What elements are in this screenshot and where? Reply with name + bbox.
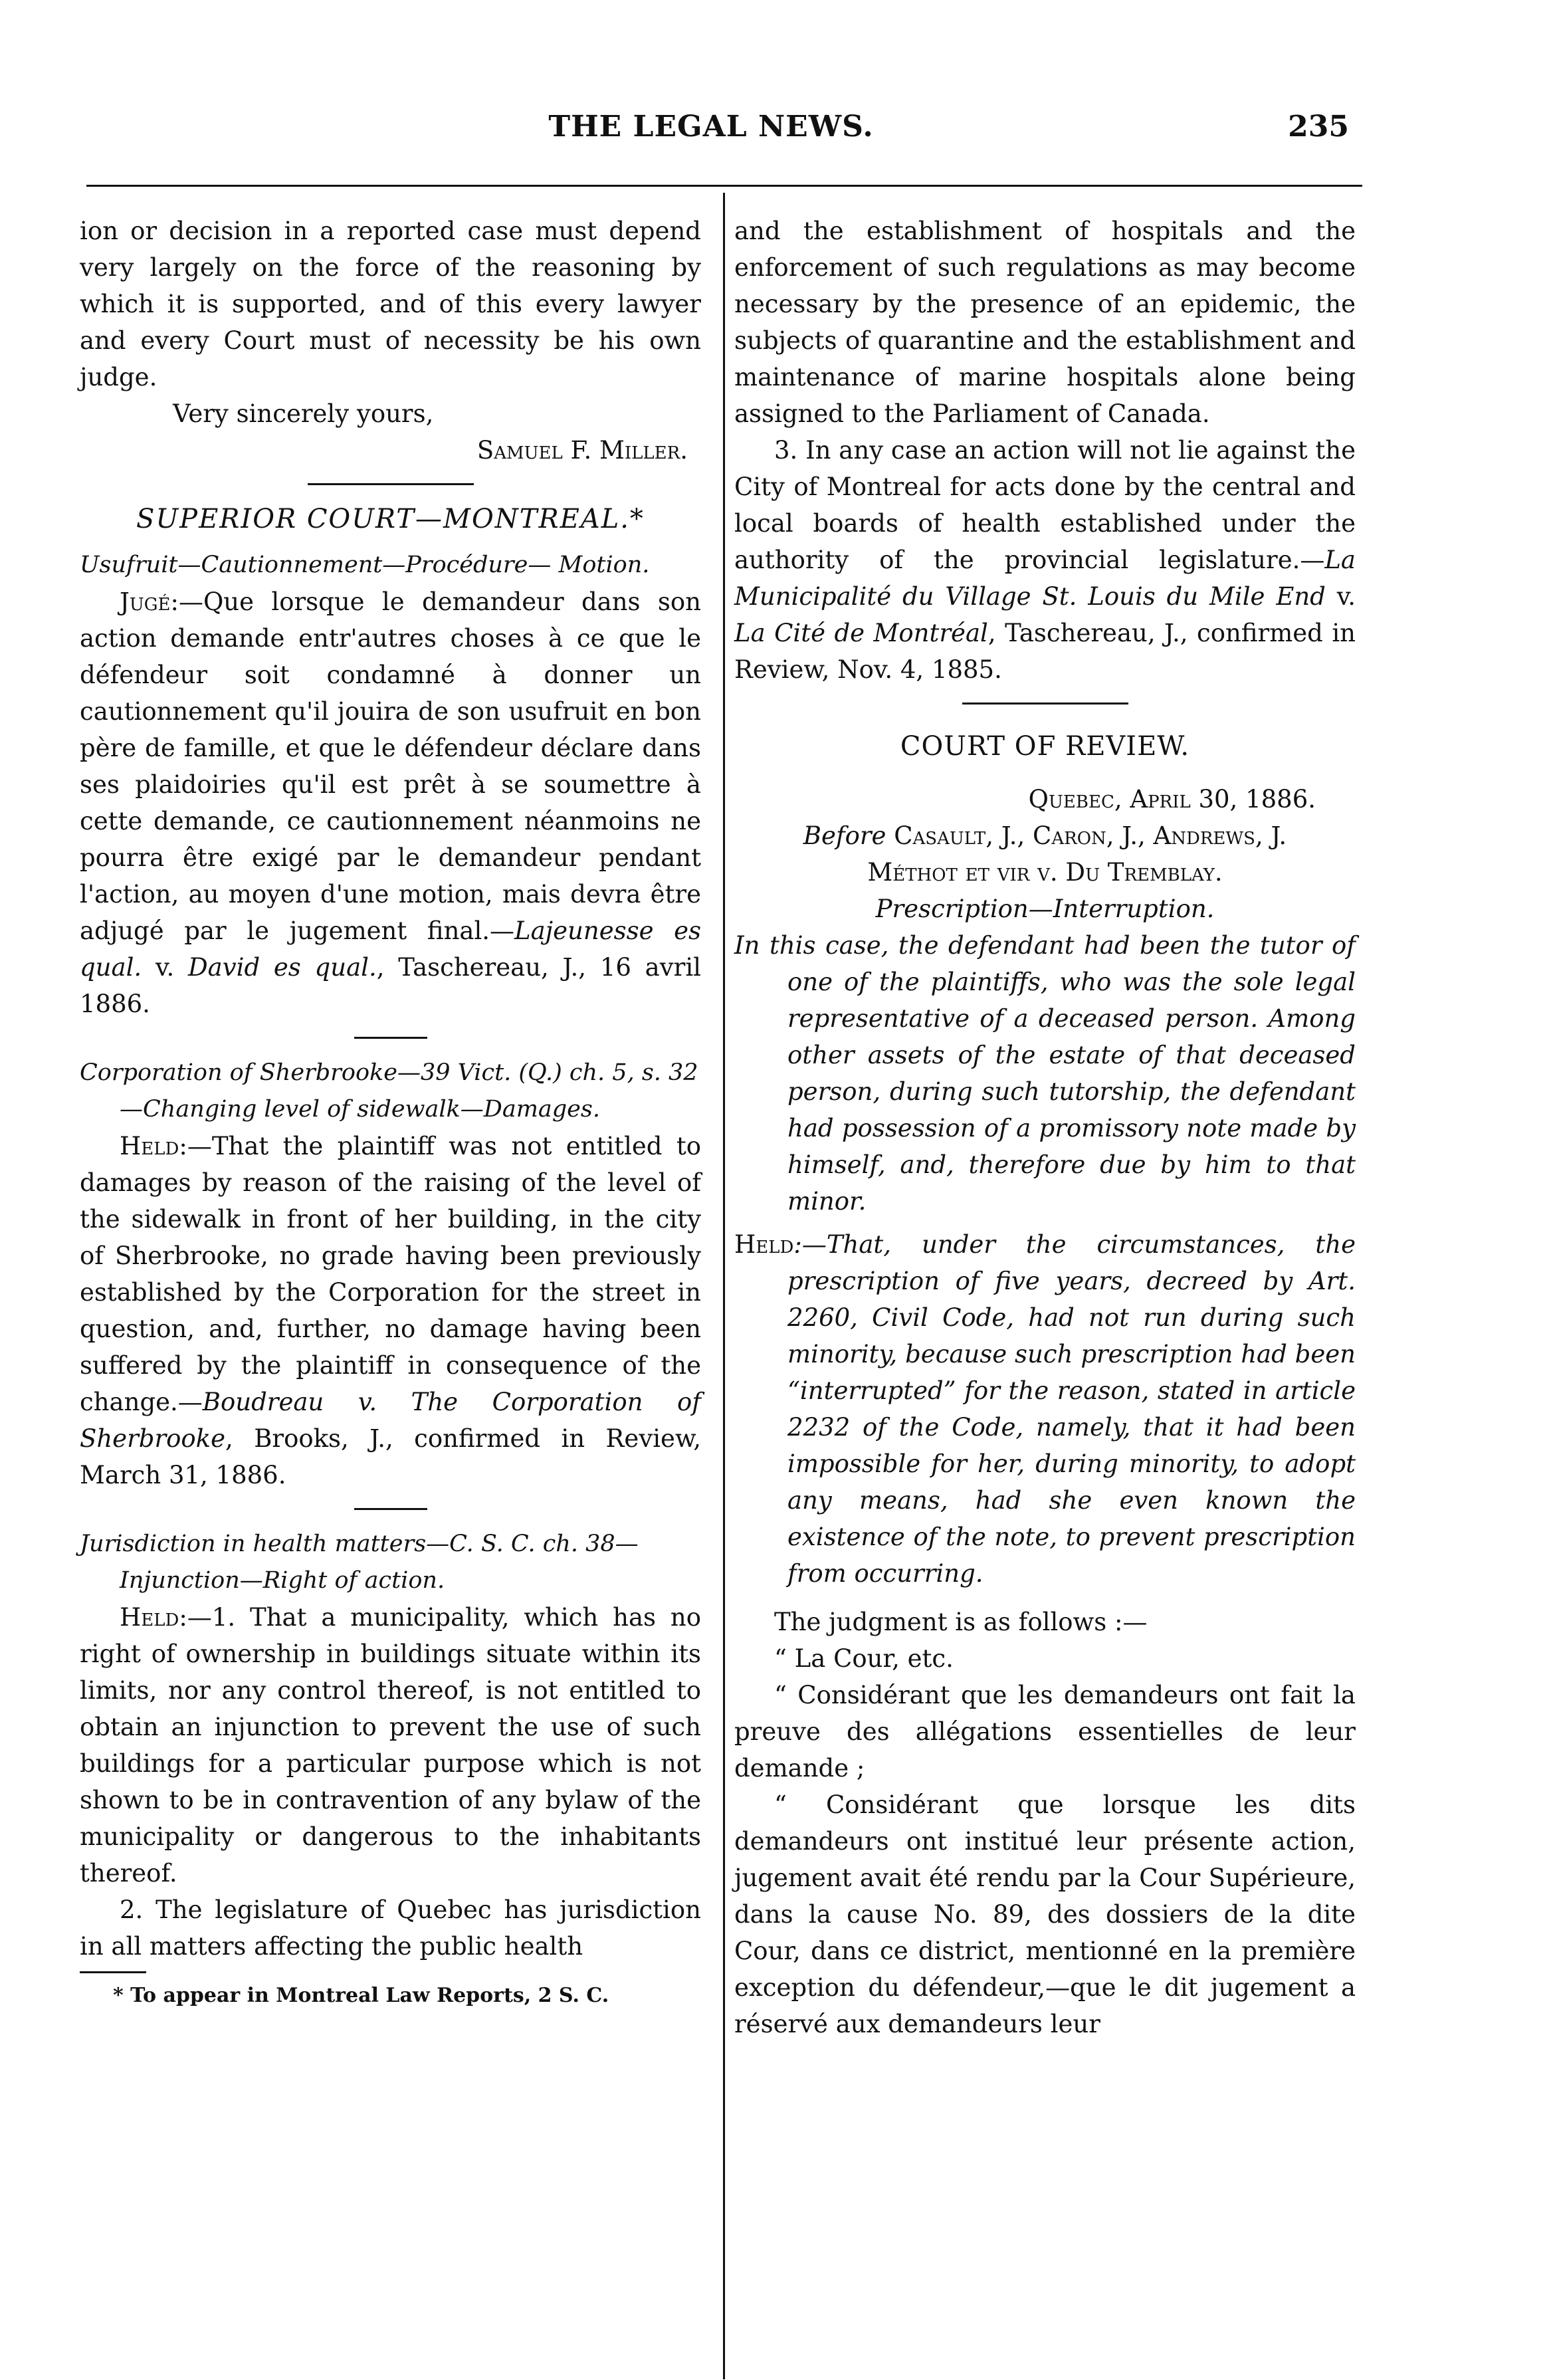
closing-salutation: Very sincerely yours, bbox=[173, 399, 434, 428]
footnote: * To appear in Montreal Law Reports, 2 S. C. bbox=[113, 1984, 609, 2007]
running-head bbox=[86, 110, 1349, 163]
case-body-usufruit bbox=[80, 584, 701, 1022]
case-facts: In this case, the defendant had been the tutor of one of the plaintiffs, who was the sole legal representative of a deceased person. Among other assets of the estate of that deceased person, during such tutorship, the defendant had possession of a promissory note made by himself, and, therefore due by him to that minor. bbox=[734, 931, 1356, 1216]
held-label: Held bbox=[734, 1230, 794, 1259]
point-3-paragraph bbox=[734, 432, 1356, 688]
case-citation: , Brooks, J., confirmed in Review, March 31, 1886. bbox=[80, 1424, 701, 1489]
case-text: :—That the plaintiff was not entitled to damages by reason of the raising of the level of the sidewalk in front of her building, in the city of Sherbrooke, no grade having been previously established by the Corporation for the street in question, and, further, no damage having been suffered by the plaintiff in consequence of the change.— bbox=[80, 1132, 701, 1416]
column-divider bbox=[723, 193, 725, 2379]
case-parties: Boudreau v. The Corporation of Sherbrooke bbox=[80, 1388, 701, 1453]
case-body-jurisdiction-2: 2. The legislature of Quebec has jurisdiction in all matters affecting the public health bbox=[80, 1895, 701, 1961]
judgment-paragraph-3: “ Considérant que lorsque les dits demandeurs ont institué leur présente action, jugement avait été rendu par la Cour Supérieure, dans la cause No. 89, des dossiers de la dite Cour, dans ce district, mentionné en la première exception du défendeur,—que le dit jugement a réservé aux demandeurs leur bbox=[734, 1790, 1356, 2038]
left-column bbox=[80, 213, 701, 2009]
before-word: Before bbox=[803, 821, 886, 850]
case-respondent: David es qual. bbox=[187, 953, 377, 982]
held-paragraph bbox=[734, 1226, 1356, 1592]
case-separator bbox=[354, 1508, 427, 1510]
header-rule bbox=[86, 185, 1362, 187]
point-3-respondent: La Cité de Montréal bbox=[734, 619, 988, 647]
case-label: Held bbox=[120, 1603, 179, 1632]
bench-line bbox=[734, 817, 1356, 854]
section-heading-court-of-review: COURT OF REVIEW. bbox=[900, 731, 1190, 762]
case-title-sherbrooke: Corporation of Sherbrooke—39 Vict. (Q.) ch. 5, s. 32—Changing level of sidewalk—Damages. bbox=[80, 1059, 698, 1123]
judgment-intro: The judgment is as follows :— bbox=[774, 1608, 1148, 1636]
judgment-paragraph-1: “ La Cour, etc. bbox=[774, 1644, 954, 1673]
case-separator bbox=[354, 1037, 427, 1039]
dateline: Quebec, April 30, 1886. bbox=[1028, 785, 1316, 813]
opening-paragraph: ion or decision in a reported case must depend very largely on the force of the reasoning by which it is supported, and of this every lawyer and every Court must of necessity be his own judge. bbox=[80, 217, 701, 391]
point-3-versus: v. bbox=[1325, 582, 1356, 611]
right-column bbox=[734, 213, 1356, 2042]
page-number: 235 bbox=[1288, 110, 1349, 144]
case-parties: Lajeunesse es qual. bbox=[80, 917, 701, 982]
footnote-rule bbox=[80, 1971, 146, 1973]
held-text: :—That, under the circumstances, the prescription of five years, decreed by Art. 2260, Civil Code, had not run during such minority, because such prescription had been “interrupted” for the reason, stated in article 2232 of the Code, namely, that it had been impossible for her, during minority, to adopt any means, had she even known the existence of the note, to prevent prescription from occurring. bbox=[787, 1230, 1356, 1588]
case-text: :—Que lorsque le demandeur dans son action demande entr'autres choses à ce que le défendeur soit condamné à donner un cautionnement qu'il jouira de son usufruit en bon père de famille, et que le défendeur déclare dans ses plaidoiries qu'il est prêt à se soumettre à cette demande, ce cautionnement néanmoins ne pourra être exigé par le demandeur pendant l'action, au moyen d'une motion, mais devra être adjugé par le jugement final.— bbox=[80, 588, 701, 945]
section-heading-superior-court: SUPERIOR COURT—MONTREAL.* bbox=[136, 504, 645, 534]
case-citation: , Taschereau, J., 16 avril 1886. bbox=[80, 953, 701, 1018]
case-versus: v. bbox=[142, 953, 188, 982]
case-label: Jugé bbox=[120, 588, 171, 616]
point-3-parties: La Municipalité du Village St. Louis du Mile End bbox=[734, 546, 1356, 611]
case-title-jurisdiction: Jurisdiction in health matters—C. S. C. ch. 38—Injunction—Right of action. bbox=[80, 1531, 639, 1594]
continuation-paragraph: and the establishment of hospitals and the enforcement of such regulations as may become necessary by the presence of an epidemic, the subjects of quarantine and the establishment and maintenance of marine hospitals alone being assigned to the Parliament of Canada. bbox=[734, 217, 1356, 428]
case-name: Méthot et vir v. Du Tremblay. bbox=[867, 858, 1223, 887]
case-text: :—1. That a municipality, which has no right of ownership in buildings situate within its limits, nor any control thereof, is not entitled to obtain an injunction to prevent the use of such buildings for a particular purpose which is not shown to be in contravention of any bylaw of the municipality or dangerous to the inhabitants thereof. bbox=[80, 1603, 701, 1888]
section-separator bbox=[308, 483, 474, 485]
point-3-text: 3. In any case an action will not lie against the City of Montreal for acts done by the central and local boards of health established under the authority of the provincial legislature.— bbox=[734, 436, 1356, 574]
judgment-paragraph-2: “ Considérant que les demandeurs ont fait la preuve des allégations essentielles de leur demande ; bbox=[734, 1681, 1356, 1783]
bench-judges: Casault, J., Caron, J., Andrews, J. bbox=[886, 821, 1287, 850]
signature: Samuel F. Miller. bbox=[476, 436, 688, 465]
case-body-sherbrooke bbox=[80, 1128, 701, 1493]
case-subject: Prescription—Interruption. bbox=[875, 895, 1215, 923]
case-title-usufruit: Usufruit—Cautionnement—Procédure— Motion. bbox=[80, 552, 650, 578]
case-label: Held bbox=[120, 1132, 179, 1160]
journal-title: THE LEGAL NEWS. bbox=[548, 110, 874, 144]
section-separator bbox=[962, 703, 1128, 704]
case-body-jurisdiction-1 bbox=[80, 1599, 701, 1892]
point-3-citation: , Taschereau, J., confirmed in Review, Nov. 4, 1885. bbox=[734, 619, 1356, 684]
